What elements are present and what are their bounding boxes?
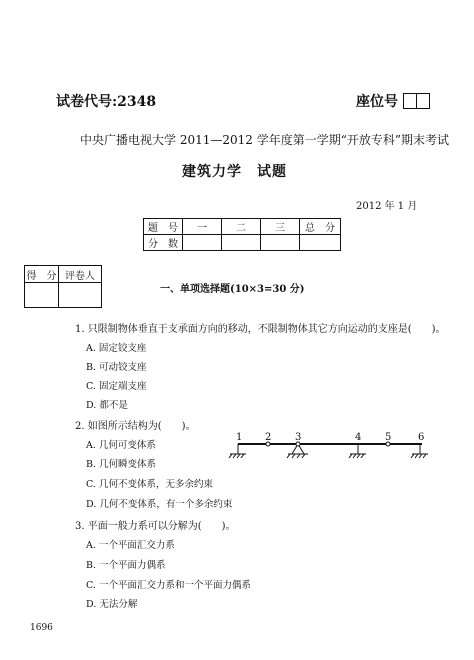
grader-table <box>24 265 102 308</box>
answer-option: C. 一个平面汇交力系和一个平面力偶系 <box>86 580 251 591</box>
seat-number-label: 座位号 <box>356 94 398 110</box>
answer-option: A. 一个平面汇交力系 <box>86 540 175 551</box>
score-table-cell: 总 分 <box>300 219 341 235</box>
answer-option: D. 无法分解 <box>86 599 138 610</box>
score-table-cell: 三 <box>261 219 300 235</box>
support-4-link <box>349 444 366 458</box>
exam-header: 中央广播电视大学 2011—2012 学年度第一学期“开放专科”期末考试 <box>80 133 449 147</box>
score-table-cell: 二 <box>222 219 261 235</box>
score-table-cell: 题 号 <box>144 219 183 235</box>
node-label: 5 <box>385 432 392 443</box>
answer-option: A. 几何可变体系 <box>86 440 156 451</box>
grader-entry-cell[interactable] <box>59 283 102 308</box>
answer-option: A. 固定铰支座 <box>86 343 147 354</box>
question-stem: 2. 如图所示结构为( )。 <box>75 421 196 432</box>
score-table-header-row <box>144 219 341 235</box>
score-entry-cell[interactable] <box>183 235 222 251</box>
score-table <box>143 218 341 251</box>
question-stem: 3. 平面一般力系可以分解为( )。 <box>75 521 236 532</box>
answer-option: C. 几何不变体系，无多余约束 <box>86 479 213 490</box>
seat-number-box[interactable] <box>416 93 430 109</box>
node-label: 4 <box>355 432 362 443</box>
grader-table-cell: 得 分 <box>25 266 59 283</box>
node-label: 6 <box>418 432 425 443</box>
answer-option: B. 一个平面力偶系 <box>86 560 166 571</box>
answer-option: C. 固定端支座 <box>86 381 147 392</box>
structure-figure <box>222 432 438 466</box>
support-6-link <box>411 444 428 458</box>
score-table-score-row <box>144 235 341 251</box>
node-label: 1 <box>236 432 243 443</box>
score-entry-cell[interactable] <box>300 235 341 251</box>
exam-code: 试卷代号:2348 <box>56 94 157 110</box>
score-table-cell: 一 <box>183 219 222 235</box>
exam-date: 2012 年 1 月 <box>356 201 418 212</box>
support-1-fixed <box>229 444 246 458</box>
answer-option: D. 都不是 <box>86 400 128 411</box>
question-stem: 1. 只限制物体垂直于支承面方向的移动，不限制物体其它方向运动的支座是( )。 <box>75 324 446 335</box>
answer-option: B. 可动铰支座 <box>86 362 147 373</box>
grader-entry-cell[interactable] <box>25 283 59 308</box>
page-number: 1696 <box>30 623 53 633</box>
exam-title: 建筑力学 试题 <box>182 164 287 180</box>
answer-option: B. 几何瞬变体系 <box>86 459 157 470</box>
score-entry-cell[interactable] <box>261 235 300 251</box>
answer-option: D. 几何不变体系，有一个多余约束 <box>86 499 233 510</box>
score-table-cell: 分 数 <box>144 235 183 251</box>
score-entry-cell[interactable] <box>222 235 261 251</box>
grader-table-cell: 评卷人 <box>59 266 102 283</box>
node-label: 2 <box>265 432 272 443</box>
section-title: 一、单项选择题(10×3=30 分) <box>160 284 305 295</box>
seat-number-box[interactable] <box>403 93 417 109</box>
node-label: 3 <box>295 432 302 443</box>
